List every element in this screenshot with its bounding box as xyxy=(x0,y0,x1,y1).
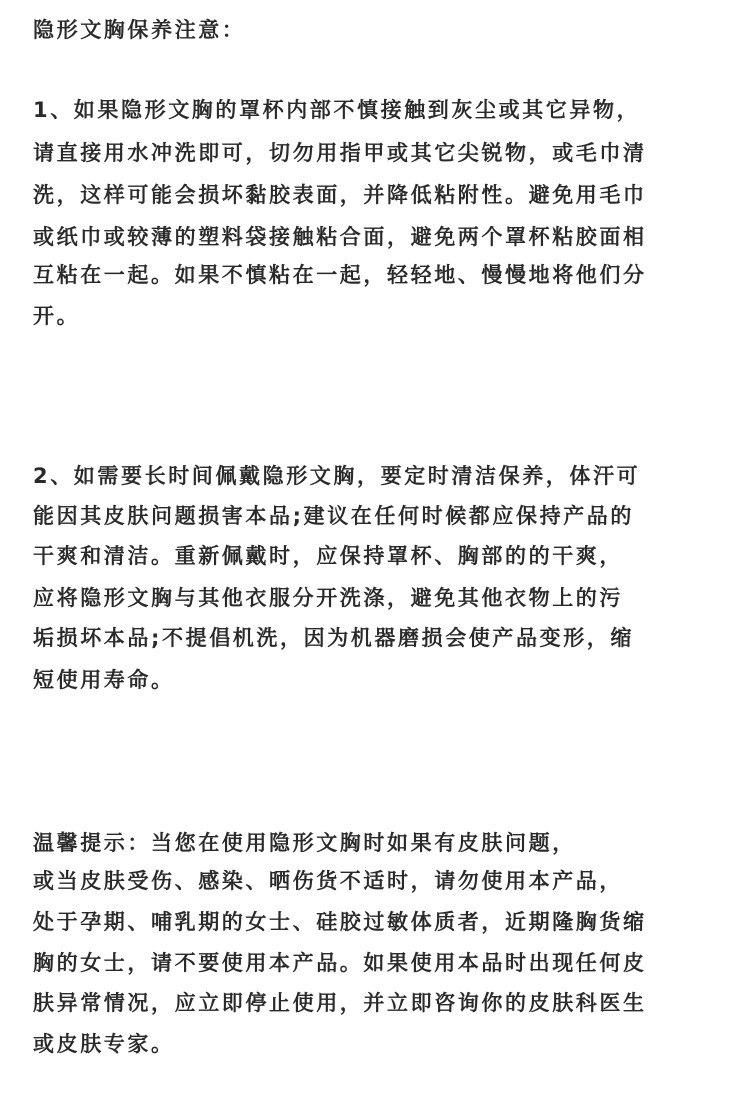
page-title: 隐形文胸保养注意： xyxy=(33,18,246,42)
section-3-line: 处于孕期、哺乳期的女士、硅胶过敏体质者，近期隆胸货缩 xyxy=(33,910,647,934)
section-1-line: 开。 xyxy=(33,304,81,328)
section-2-line: 干爽和清洁。重新佩戴时，应保持罩杯、胸部的的干爽， xyxy=(33,544,623,568)
section-2-line: 2、如需要长时间佩戴隐形文胸，要定时清洁保养，体汗可 xyxy=(33,464,641,488)
section-3-line: 肤异常情况，应立即停止使用，并立即咨询你的皮肤科医生 xyxy=(33,991,647,1015)
section-2-line: 能因其皮肤问题损害本品;建议在任何时候都应保持产品的 xyxy=(33,504,634,528)
section-1-line: 1、如果隐形文胸的罩杯内部不慎接触到灰尘或其它异物， xyxy=(33,98,641,122)
section-3-line: 胸的女士，请不要使用本产品。如果使用本品时出现任何皮 xyxy=(33,951,647,975)
section-1-line: 请直接用水冲洗即可，切勿用指甲或其它尖锐物，或毛巾清 xyxy=(33,141,647,165)
section-2-line: 短使用寿命。 xyxy=(33,668,175,692)
section-1-line: 或纸巾或较薄的塑料袋接触粘合面，避免两个罩杯粘胶面相 xyxy=(33,225,647,249)
section-3-line: 或皮肤专家。 xyxy=(33,1032,175,1056)
section-3-line: 温馨提示：当您在使用隐形文胸时如果有皮肤问题， xyxy=(33,831,576,855)
section-1-line: 互粘在一起。如果不慎粘在一起，轻轻地、慢慢地将他们分 xyxy=(33,263,647,287)
section-2-line: 应将隐形文胸与其他衣服分开洗涤，避免其他衣物上的污 xyxy=(33,586,623,610)
section-2-line: 垢损坏本品;不提倡机洗，因为机器磨损会使产品变形，缩 xyxy=(33,626,634,650)
section-1-line: 洗，这样可能会损坏黏胶表面，并降低粘附性。避免用毛巾 xyxy=(33,183,647,207)
section-3-line: 或当皮肤受伤、感染、晒伤货不适时，请勿使用本产品， xyxy=(33,869,623,893)
